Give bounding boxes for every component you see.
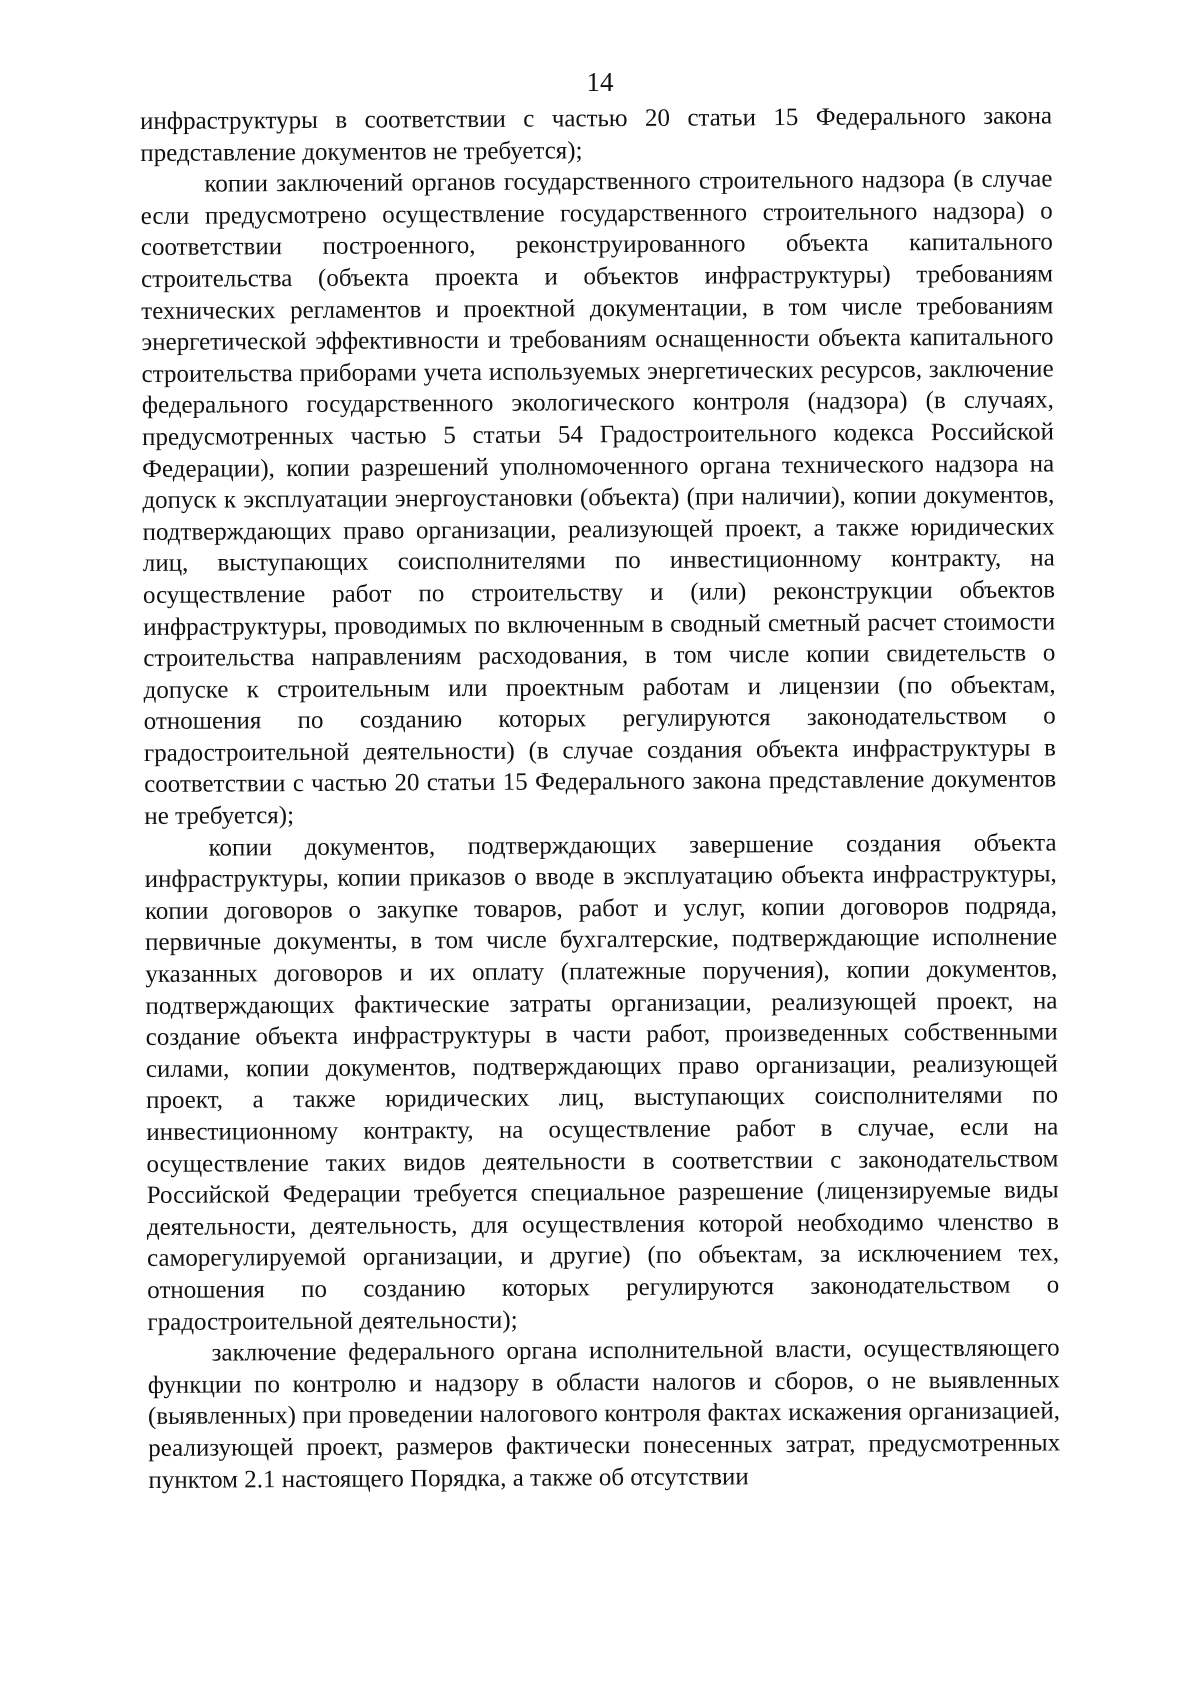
paragraph-infrastructure-completion-documents: копии документов, подтверждающих завершение создания объекта инфраструктуры, копии приказов о вводе в эксплуатацию объекта инфраструктуры, копии договоров о закупке товаров, работ и услуг, копии договоров подряда, первичные документы, в том числе бухгалтерские, подтверждающие исполнение указанных договоров и их оплату (платежные поручения), копии документов, подтверждающих фактические затраты организации, реализующей проект, на создание объекта инфраструктуры в части работ, произведенных собственными силами, копии документов, подтверждающих право организации, реализующей проект, а также юридических лиц, выступающих соисполнителями по инвестиционному контракту, на осуществление работ в случае, если на осуществление таких видов деятельности в соответствии с законодательством Российской Федерации требуется специальное разрешение (лицензируемые виды деятельности, деятельность, для осуществления которой необходимо членство в саморегулируемой организации, и другие) (по объектам, за исключением тех, отношения по созданию которых регулируются законодательством о градостроительной деятельности); bbox=[144, 829, 1060, 1336]
paragraph-continuation: инфраструктуры в соответствии с частью 20 статьи 15 Федерального закона представление документов не требуется); bbox=[140, 102, 1053, 167]
page-number: 14 bbox=[586, 67, 614, 97]
paragraph-tax-authority-conclusion: заключение федерального органа исполнительной власти, осуществляющего функции по контролю и надзору в области налогов и сборов, о не выявленных (выявленных) при проведении налогового контроля фактах искажения организацией, реализующей проект, размеров фактически понесенных затрат, предусмотренных пунктом 2.1 настоящего Порядка, а также об отсутствии bbox=[147, 1334, 1061, 1494]
paragraph-building-supervision-conclusions: копии заключений органов государственного строительного надзора (в случае если предусмотрено осуществление государственного строительного надзора) о соответствии построенного, реконструированного объекта капитального строительства (объекта проекта и объектов инфраструктуры) требованиям технических регламентов и проектной документации, в том числе требованиям энергетической эффективности и требованиям оснащенности объекта капитального строительства приборами учета используемых энергетических ресурсов, заключение федерального государственного экологического контроля (надзора) (в случаях, предусмотренных частью 5 статьи 54 Градостроительного кодекса Российской Федерации), копии разрешений уполномоченного органа технического надзора на допуск к эксплуатации энергоустановки (объекта) (при наличии), копии документов, подтверждающих право организации, реализующей проект, а также юридических лиц, выступающих соисполнителями по инвестиционному контракту, на осуществление работ по строительству и (или) реконструкции объектов инфраструктуры, проводимых по включенным в сводный сметный расчет стоимости строительства направлениям расходования, в том числе копии свидетельств о допуске к строительным или проектным работам и лицензии (по объектам, отношения по созданию которых регулируются законодательством о градостроительной деятельности) (в случае создания объекта инфраструктуры в соответствии с частью 20 статьи 15 Федерального закона представление документов не требуется); bbox=[140, 165, 1057, 831]
document-body bbox=[140, 100, 1060, 1496]
